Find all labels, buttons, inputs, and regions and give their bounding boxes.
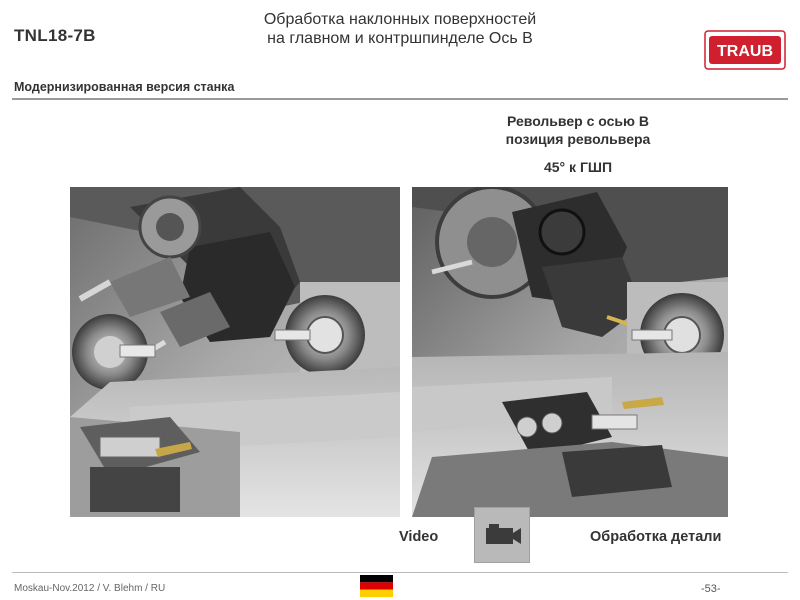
logo-text: TRAUB bbox=[717, 43, 773, 60]
caption-line-1: Револьвер с осью B bbox=[507, 113, 649, 129]
machine-photo-turret-45 bbox=[412, 187, 728, 517]
traub-logo bbox=[704, 30, 786, 70]
video-camera-icon bbox=[475, 508, 529, 562]
caption-line-3: 45° к ГШП bbox=[543, 159, 613, 175]
footer-text: Moskau-Nov.2012 / V. Blehm / RU bbox=[14, 583, 166, 594]
machining-label: Обработка детали bbox=[590, 529, 722, 545]
header-divider bbox=[12, 98, 788, 100]
footer-divider bbox=[12, 572, 788, 573]
title-line-2: на главном и контршпинделе Ось B bbox=[267, 30, 533, 47]
photo-caption bbox=[470, 112, 686, 176]
video-label: Video bbox=[399, 529, 439, 545]
subtitle: Модернизированная версия станка bbox=[14, 80, 235, 94]
caption-line-2: позиция револьвера bbox=[505, 131, 651, 147]
video-play-button[interactable] bbox=[474, 507, 530, 563]
page-title bbox=[150, 10, 650, 48]
title-line-1: Обработка наклонных поверхностей bbox=[263, 11, 537, 28]
page-number: -53- bbox=[701, 583, 721, 595]
model-name: TNL18-7B bbox=[14, 26, 96, 45]
machine-photo-main-spindle bbox=[70, 187, 400, 517]
german-flag-icon bbox=[360, 575, 393, 597]
